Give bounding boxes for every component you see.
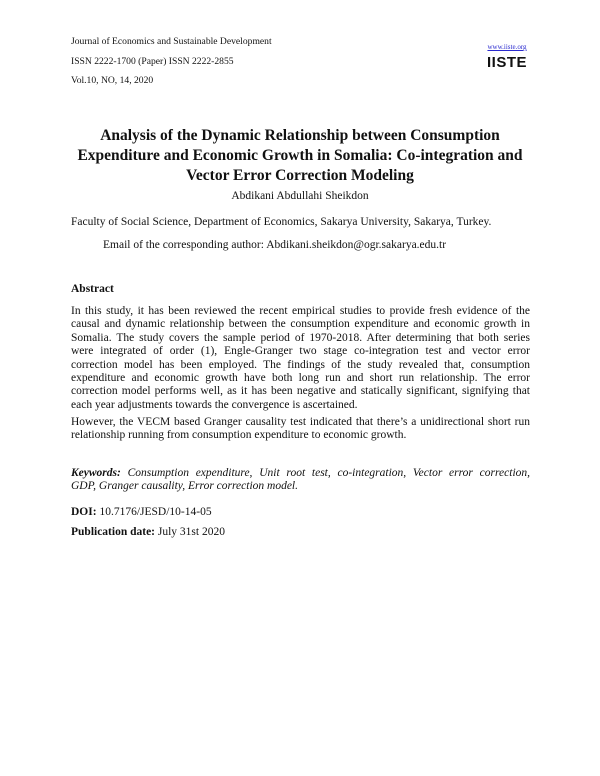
abstract-line: correction model has been employed. The findings of the study revealed that, consumption	[71, 358, 530, 371]
abstract-heading: Abstract	[71, 283, 114, 295]
journal-logo	[484, 43, 530, 73]
publication-date-line	[71, 525, 225, 539]
author-affiliation: Faculty of Social Science, Department of Economics, Sakarya University, Sakarya, Turkey.	[71, 216, 492, 228]
volume-line: Vol.10, NO, 14, 2020	[71, 75, 154, 86]
abstract-line: relationship running from consumption expenditure to economic growth.	[71, 429, 407, 442]
keywords	[71, 467, 530, 494]
journal-name: Journal of Economics and Sustainable Development	[71, 36, 272, 47]
keywords-label: Keywords:	[71, 467, 121, 479]
abstract-line: causal and dynamic relationship between the consumption expenditure and economic growth in	[71, 318, 530, 331]
abstract-line: In this study, it has been reviewed the recent empirical studies to provide fresh evidence of the	[71, 305, 530, 317]
iiste-logo-icon: IISTE	[486, 54, 527, 71]
doi-label: DOI:	[71, 506, 97, 518]
abstract-paragraph-2	[71, 416, 530, 443]
issn-line: ISSN 2222-1700 (Paper) ISSN 2222-2855	[71, 56, 234, 67]
title-line: Analysis of the Dynamic Relationship between Consumption	[100, 127, 500, 144]
publication-date-label: Publication date:	[71, 526, 156, 538]
abstract-paragraph	[71, 305, 530, 412]
abstract-line: Somalia. The study covers the sample period of 1970-2018. After determining that both series	[71, 331, 530, 344]
journal-url-link[interactable]: www.iiste.org	[487, 43, 527, 51]
abstract-line: However, the VECM based Granger causality test indicated that there’s a unidirectional short run	[71, 416, 530, 428]
abstract-line: correction model performs well, as it has been negative and statically significant, signifying that	[71, 385, 530, 398]
paper-title	[60, 126, 540, 186]
title-line: Vector Error Correction Modeling	[186, 167, 414, 184]
keywords-line-2: GDP, Granger causality, Error correction model.	[71, 480, 299, 493]
author-name: Abdikani Abdullahi Sheikdon	[231, 190, 369, 202]
doi-value: 10.7176/JESD/10-14-05	[99, 506, 212, 518]
publication-date-value: July 31st 2020	[157, 526, 225, 538]
keywords-line	[71, 467, 530, 480]
keywords-list: Consumption expenditure, Unit root test, co-integration, Vector error correction,	[127, 467, 531, 479]
abstract-line: each year adjustments towards the convergence is ascertained.	[71, 398, 358, 411]
corresponding-email: Email of the corresponding author: Abdikani.sheikdon@ogr.sakarya.edu.tr	[103, 239, 447, 251]
title-line: Expenditure and Economic Growth in Somalia: Co-integration and	[77, 147, 523, 164]
doi-line	[71, 505, 212, 519]
abstract-line: were integrated of order (1), Engle-Granger two stage co-integration test and vector error	[71, 345, 530, 358]
abstract-line: expenditure and economic growth have both long run and short run relationship. The error	[71, 372, 530, 385]
